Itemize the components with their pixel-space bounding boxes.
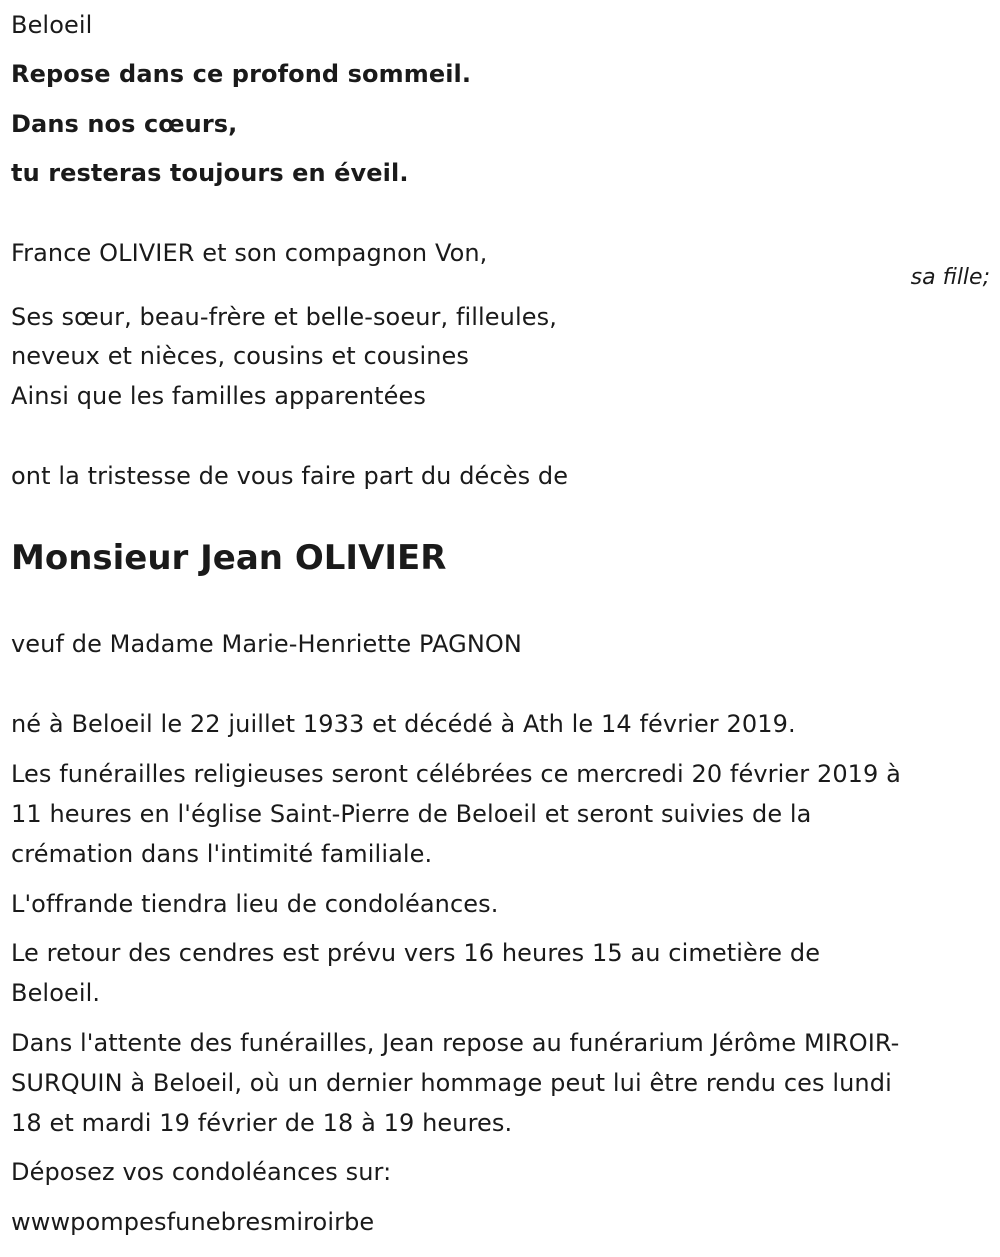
poem-line-1: Repose dans ce profond sommeil. xyxy=(11,60,472,88)
funerarium-line-3: 18 et mardi 19 février de 18 à 19 heures. xyxy=(11,1109,513,1137)
website-link[interactable]: wwwpompesfunebresmiroirbe xyxy=(11,1208,375,1236)
spouse-line: veuf de Madame Marie-Henriette PAGNON xyxy=(11,630,522,658)
funerarium-line-2: SURQUIN à Beloeil, où un dernier hommage peut lui être rendu ces lundi xyxy=(11,1069,892,1097)
deceased-name: Monsieur Jean OLIVIER xyxy=(11,538,447,578)
funerarium-line-1: Dans l'attente des funérailles, Jean repose au funérarium Jérôme MIROIR- xyxy=(11,1029,900,1057)
daughter-role: sa fille; xyxy=(910,265,990,290)
poem-line-3: tu resteras toujours en éveil. xyxy=(11,159,409,187)
family-line-2: neveux et nièces, cousins et cousines xyxy=(11,342,470,370)
ashes-line-2: Beloeil. xyxy=(11,979,101,1007)
family-line-1: Ses sœur, beau-frère et belle-soeur, filleules, xyxy=(11,303,557,331)
daughter-line: France OLIVIER et son compagnon Von, xyxy=(11,239,488,267)
announcement-text: ont la tristesse de vous faire part du décès de xyxy=(11,462,569,490)
poem-line-2: Dans nos cœurs, xyxy=(11,110,238,138)
ashes-line-1: Le retour des cendres est prévu vers 16 heures 15 au cimetière de xyxy=(11,939,821,967)
funeral-line-3: crémation dans l'intimité familiale. xyxy=(11,840,433,868)
funeral-line-1: Les funérailles religieuses seront célébrées ce mercredi 20 février 2019 à xyxy=(11,760,901,788)
family-line-3: Ainsi que les familles apparentées xyxy=(11,382,426,410)
place-header: Beloeil xyxy=(11,11,93,39)
birth-death-dates: né à Beloeil le 22 juillet 1933 et décédé à Ath le 14 février 2019. xyxy=(11,710,796,738)
condolences-label: Déposez vos condoléances sur: xyxy=(11,1158,392,1186)
funeral-line-2: 11 heures en l'église Saint-Pierre de Beloeil et seront suivies de la xyxy=(11,800,812,828)
offering-text: L'offrande tiendra lieu de condoléances. xyxy=(11,890,499,918)
